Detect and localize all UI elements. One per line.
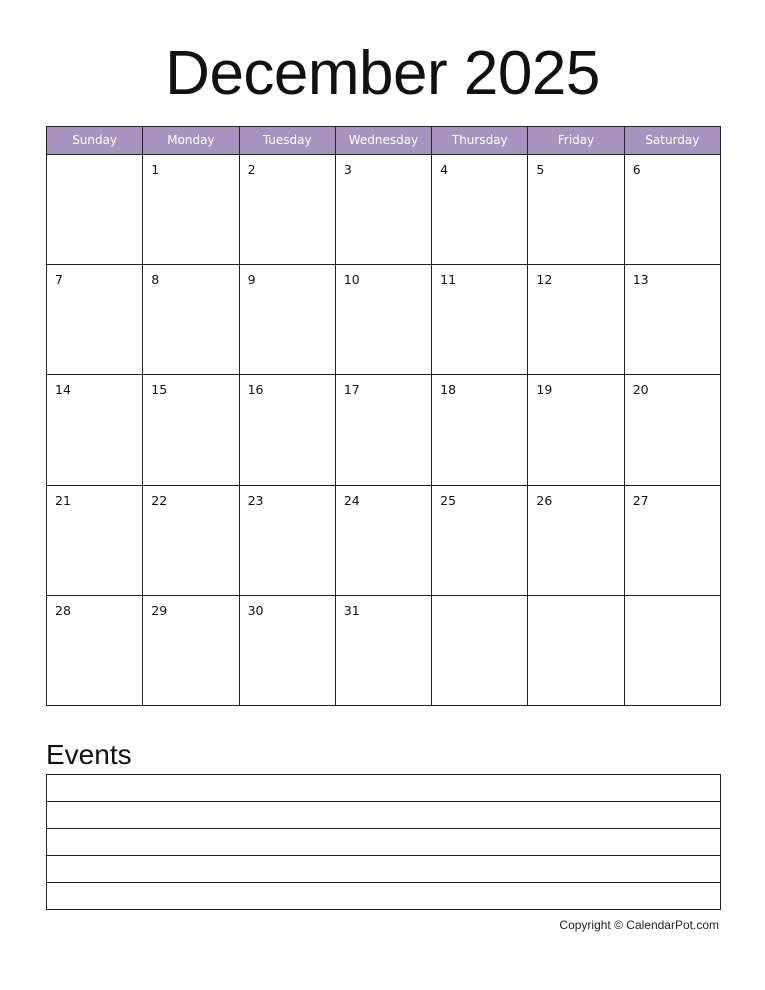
day-number: 1 [151, 162, 160, 177]
day-cell [432, 265, 528, 374]
day-number: 13 [632, 272, 649, 288]
day-cell [528, 155, 624, 264]
day-cell [528, 375, 624, 484]
day-number: 25 [440, 492, 457, 508]
day-cell [143, 596, 239, 706]
event-line[interactable] [47, 775, 720, 802]
weekday-header-tuesday: Tuesday [240, 127, 336, 154]
copyright-text: Copyright © CalendarPot.com [559, 918, 719, 932]
day-number: 3 [343, 162, 352, 177]
event-line[interactable] [47, 829, 720, 856]
day-number: 2 [247, 162, 256, 177]
day-cell [240, 486, 336, 595]
day-cell [240, 155, 336, 264]
day-number: 18 [440, 382, 457, 398]
day-number: 15 [151, 382, 168, 398]
day-cell [336, 486, 432, 595]
day-number: 14 [55, 382, 71, 398]
day-number: 7 [55, 272, 63, 288]
day-number: 23 [247, 492, 264, 508]
day-number: 29 [151, 602, 168, 618]
weekday-header-monday: Monday [143, 127, 239, 154]
day-cell [143, 155, 239, 264]
day-number: 4 [440, 162, 449, 177]
weekday-header-sunday: Sunday [47, 127, 143, 154]
day-number: 8 [151, 272, 160, 288]
day-cell [47, 486, 143, 595]
weekday-header-wednesday: Wednesday [336, 127, 432, 154]
day-number: 12 [536, 272, 553, 288]
day-cell [625, 486, 720, 595]
day-cell [432, 596, 528, 706]
day-number: 19 [536, 382, 553, 398]
day-number: 21 [55, 492, 71, 508]
day-cell [143, 486, 239, 595]
day-cell [432, 486, 528, 595]
week-row [47, 265, 720, 375]
day-cell [336, 375, 432, 484]
day-number: 5 [536, 162, 545, 177]
day-cell [625, 155, 720, 264]
event-line[interactable] [47, 883, 720, 910]
day-number: 17 [343, 382, 360, 398]
weekday-header-friday: Friday [528, 127, 624, 154]
day-cell [143, 265, 239, 374]
day-cell [336, 265, 432, 374]
day-cell [47, 155, 143, 264]
week-row [47, 596, 720, 706]
weekday-header-row [47, 127, 720, 155]
day-cell [625, 375, 720, 484]
day-number: 10 [343, 272, 360, 288]
day-number: 11 [440, 272, 457, 288]
day-cell [47, 265, 143, 374]
day-number: 20 [632, 382, 649, 398]
week-row [47, 375, 720, 485]
day-number: 31 [343, 602, 360, 618]
day-cell [336, 596, 432, 706]
day-number: 26 [536, 492, 553, 508]
weekday-header-thursday: Thursday [432, 127, 528, 154]
day-cell [432, 155, 528, 264]
day-cell [240, 265, 336, 374]
day-number: 16 [247, 382, 264, 398]
day-number: 22 [151, 492, 168, 508]
day-cell [528, 486, 624, 595]
week-row [47, 155, 720, 265]
day-cell [47, 375, 143, 484]
day-cell [625, 596, 720, 706]
day-number: 30 [247, 602, 264, 618]
weekday-header-saturday: Saturday [645, 133, 700, 147]
events-lines [46, 774, 721, 910]
day-cell [240, 375, 336, 484]
events-heading: Events [46, 739, 132, 770]
calendar-grid [46, 126, 721, 706]
event-line[interactable] [47, 856, 720, 883]
event-line[interactable] [47, 802, 720, 829]
day-number: 27 [632, 492, 649, 508]
day-number: 24 [343, 492, 360, 508]
day-cell [47, 596, 143, 706]
day-cell [143, 375, 239, 484]
day-cell [528, 265, 624, 374]
day-cell [336, 155, 432, 264]
day-cell [528, 596, 624, 706]
day-number: 28 [55, 602, 71, 618]
day-cell [432, 375, 528, 484]
day-number: 9 [247, 272, 256, 288]
day-cell [240, 596, 336, 706]
week-row [47, 486, 720, 596]
day-cell [625, 265, 720, 374]
day-number: 6 [632, 162, 641, 177]
page-title: December 2025 [165, 39, 600, 108]
